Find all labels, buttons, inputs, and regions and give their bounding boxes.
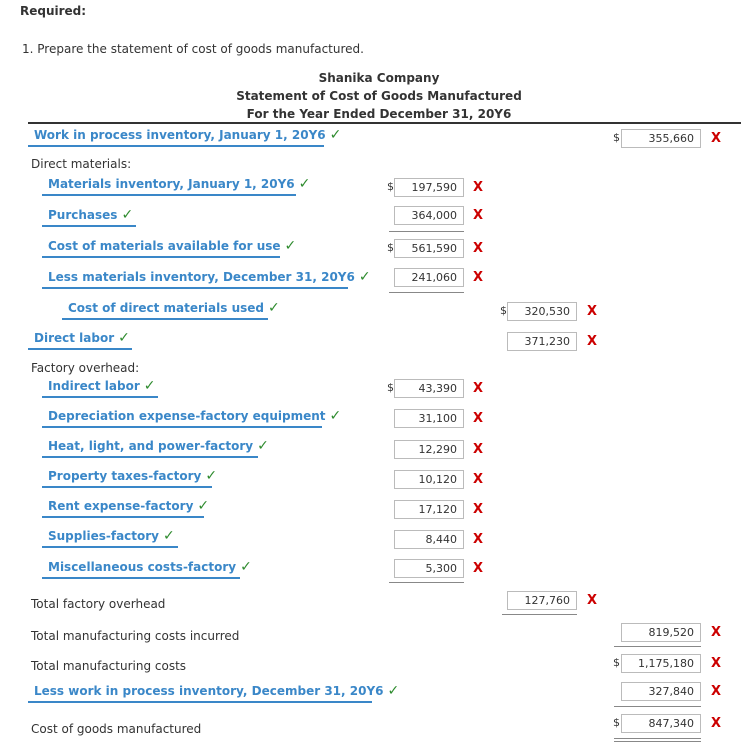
indirect-labor-input[interactable]: 43,390 — [394, 379, 464, 398]
wrong-icon: X — [473, 502, 484, 517]
misc-costs-underline — [42, 577, 240, 579]
total-mfg-label: Total manufacturing costs — [31, 659, 187, 673]
wrong-icon: X — [587, 593, 598, 608]
depreciation-underline — [42, 426, 322, 428]
rent-expense-underline — [42, 516, 204, 518]
wip-end-label[interactable]: Less work in process inventory, December 31, 20Y6 ✓ — [34, 683, 400, 699]
factory-overhead-heading: Factory overhead: — [31, 361, 140, 375]
wrong-icon: X — [587, 334, 598, 349]
purchases-underline — [42, 225, 136, 227]
dollar-sign: $ — [387, 241, 394, 254]
dollar-sign: $ — [613, 716, 620, 729]
check-icon: ✓ — [257, 438, 269, 454]
subtotal-rule — [389, 231, 464, 232]
dollar-sign: $ — [387, 381, 394, 394]
depreciation-input[interactable]: 31,100 — [394, 409, 464, 428]
check-icon: ✓ — [118, 330, 130, 346]
question-text: 1. Prepare the statement of cost of goods manufactured. — [22, 42, 364, 56]
check-icon: ✓ — [205, 468, 218, 484]
wrong-icon: X — [587, 304, 598, 319]
check-icon: ✓ — [387, 683, 400, 699]
direct-materials-used-input[interactable]: 320,530 — [507, 302, 577, 321]
wrong-icon: X — [473, 180, 484, 195]
depreciation-label[interactable]: Depreciation expense-factory equipment ✓ — [48, 408, 342, 424]
wrong-icon: X — [473, 442, 484, 457]
wrong-icon: X — [473, 381, 484, 396]
wrong-icon: X — [473, 208, 484, 223]
supplies-underline — [42, 546, 178, 548]
required-heading: Required: — [20, 4, 87, 18]
direct-labor-underline — [28, 348, 132, 350]
wrong-icon: X — [711, 656, 722, 671]
property-taxes-underline — [42, 486, 212, 488]
wrong-icon: X — [711, 684, 722, 699]
wip-end-underline — [28, 701, 372, 703]
materials-begin-label[interactable]: Materials inventory, January 1, 20Y6 ✓ — [48, 176, 311, 192]
check-icon: ✓ — [329, 127, 342, 143]
materials-available-underline — [42, 256, 280, 258]
check-icon: ✓ — [298, 176, 311, 192]
materials-begin-underline — [42, 194, 296, 196]
rent-expense-input[interactable]: 17,120 — [394, 500, 464, 519]
check-icon: ✓ — [143, 378, 156, 394]
wrong-icon: X — [473, 241, 484, 256]
materials-end-input[interactable]: 241,060 — [394, 268, 464, 287]
check-icon: ✓ — [329, 408, 342, 424]
wrong-icon: X — [473, 561, 484, 576]
check-icon: ✓ — [197, 498, 210, 514]
total-mfg-incurred-label: Total manufacturing costs incurred — [31, 629, 240, 643]
subtotal-rule — [389, 582, 464, 583]
dollar-sign: $ — [613, 131, 620, 144]
indirect-labor-underline — [42, 396, 158, 398]
materials-available-input[interactable]: 561,590 — [394, 239, 464, 258]
purchases-input[interactable]: 364,000 — [394, 206, 464, 225]
total-overhead-input[interactable]: 127,760 — [507, 591, 577, 610]
supplies-label[interactable]: Supplies-factory ✓ — [48, 528, 175, 544]
subtotal-rule — [614, 646, 701, 647]
check-icon: ✓ — [358, 269, 371, 285]
check-icon: ✓ — [121, 207, 134, 223]
wrong-icon: X — [711, 131, 722, 146]
direct-labor-input[interactable]: 371,230 — [507, 332, 577, 351]
property-taxes-input[interactable]: 10,120 — [394, 470, 464, 489]
dollar-sign: $ — [387, 180, 394, 193]
wrong-icon: X — [473, 472, 484, 487]
wrong-icon: X — [473, 532, 484, 547]
direct-materials-used-label[interactable]: Cost of direct materials used ✓ — [68, 300, 280, 316]
wip-end-input[interactable]: 327,840 — [621, 682, 701, 701]
materials-begin-input[interactable]: 197,590 — [394, 178, 464, 197]
header-divider — [28, 122, 741, 124]
indirect-labor-label[interactable]: Indirect labor ✓ — [48, 378, 156, 394]
double-rule-bottom — [614, 741, 701, 742]
direct-materials-heading: Direct materials: — [31, 157, 132, 171]
subtotal-rule — [502, 614, 577, 615]
cogm-input[interactable]: 847,340 — [621, 714, 701, 733]
materials-end-underline — [42, 287, 348, 289]
materials-end-label[interactable]: Less materials inventory, December 31, 20Y6 ✓ — [48, 269, 371, 285]
cogm-label: Cost of goods manufactured — [31, 722, 202, 736]
wrong-icon: X — [473, 411, 484, 426]
misc-costs-label[interactable]: Miscellaneous costs-factory ✓ — [48, 559, 252, 575]
heat-light-power-input[interactable]: 12,290 — [394, 440, 464, 459]
rent-expense-label[interactable]: Rent expense-factory ✓ — [48, 498, 210, 514]
statement-title: Statement of Cost of Goods Manufactured — [236, 89, 522, 103]
heat-light-power-underline — [42, 456, 258, 458]
dollar-sign: $ — [500, 304, 507, 317]
wrong-icon: X — [473, 270, 484, 285]
check-icon: ✓ — [284, 238, 297, 254]
direct-materials-used-underline — [62, 318, 268, 320]
check-icon: ✓ — [268, 300, 280, 316]
statement-period: For the Year Ended December 31, 20Y6 — [246, 107, 512, 121]
subtotal-rule — [389, 292, 464, 293]
supplies-input[interactable]: 8,440 — [394, 530, 464, 549]
purchases-label[interactable]: Purchases ✓ — [48, 207, 134, 223]
heat-light-power-label[interactable]: Heat, light, and power-factory ✓ — [48, 438, 269, 454]
check-icon: ✓ — [240, 559, 252, 575]
company-name: Shanika Company — [318, 71, 440, 85]
wrong-icon: X — [711, 716, 722, 731]
wip-begin-input[interactable]: 355,660 — [621, 129, 701, 148]
total-overhead-label: Total factory overhead — [31, 597, 166, 611]
property-taxes-label[interactable]: Property taxes-factory ✓ — [48, 468, 218, 484]
check-icon: ✓ — [163, 528, 175, 544]
materials-available-label[interactable]: Cost of materials available for use ✓ — [48, 238, 297, 254]
dollar-sign: $ — [613, 656, 620, 669]
direct-labor-label[interactable]: Direct labor ✓ — [34, 330, 130, 346]
wip-begin-underline — [28, 145, 324, 147]
total-mfg-input[interactable]: 1,175,180 — [621, 654, 701, 673]
wrong-icon: X — [711, 625, 722, 640]
total-mfg-incurred-input[interactable]: 819,520 — [621, 623, 701, 642]
double-rule-top — [614, 738, 701, 739]
subtotal-rule — [614, 706, 701, 707]
misc-costs-input[interactable]: 5,300 — [394, 559, 464, 578]
wip-begin-label[interactable]: Work in process inventory, January 1, 20Y6 ✓ — [34, 127, 342, 143]
